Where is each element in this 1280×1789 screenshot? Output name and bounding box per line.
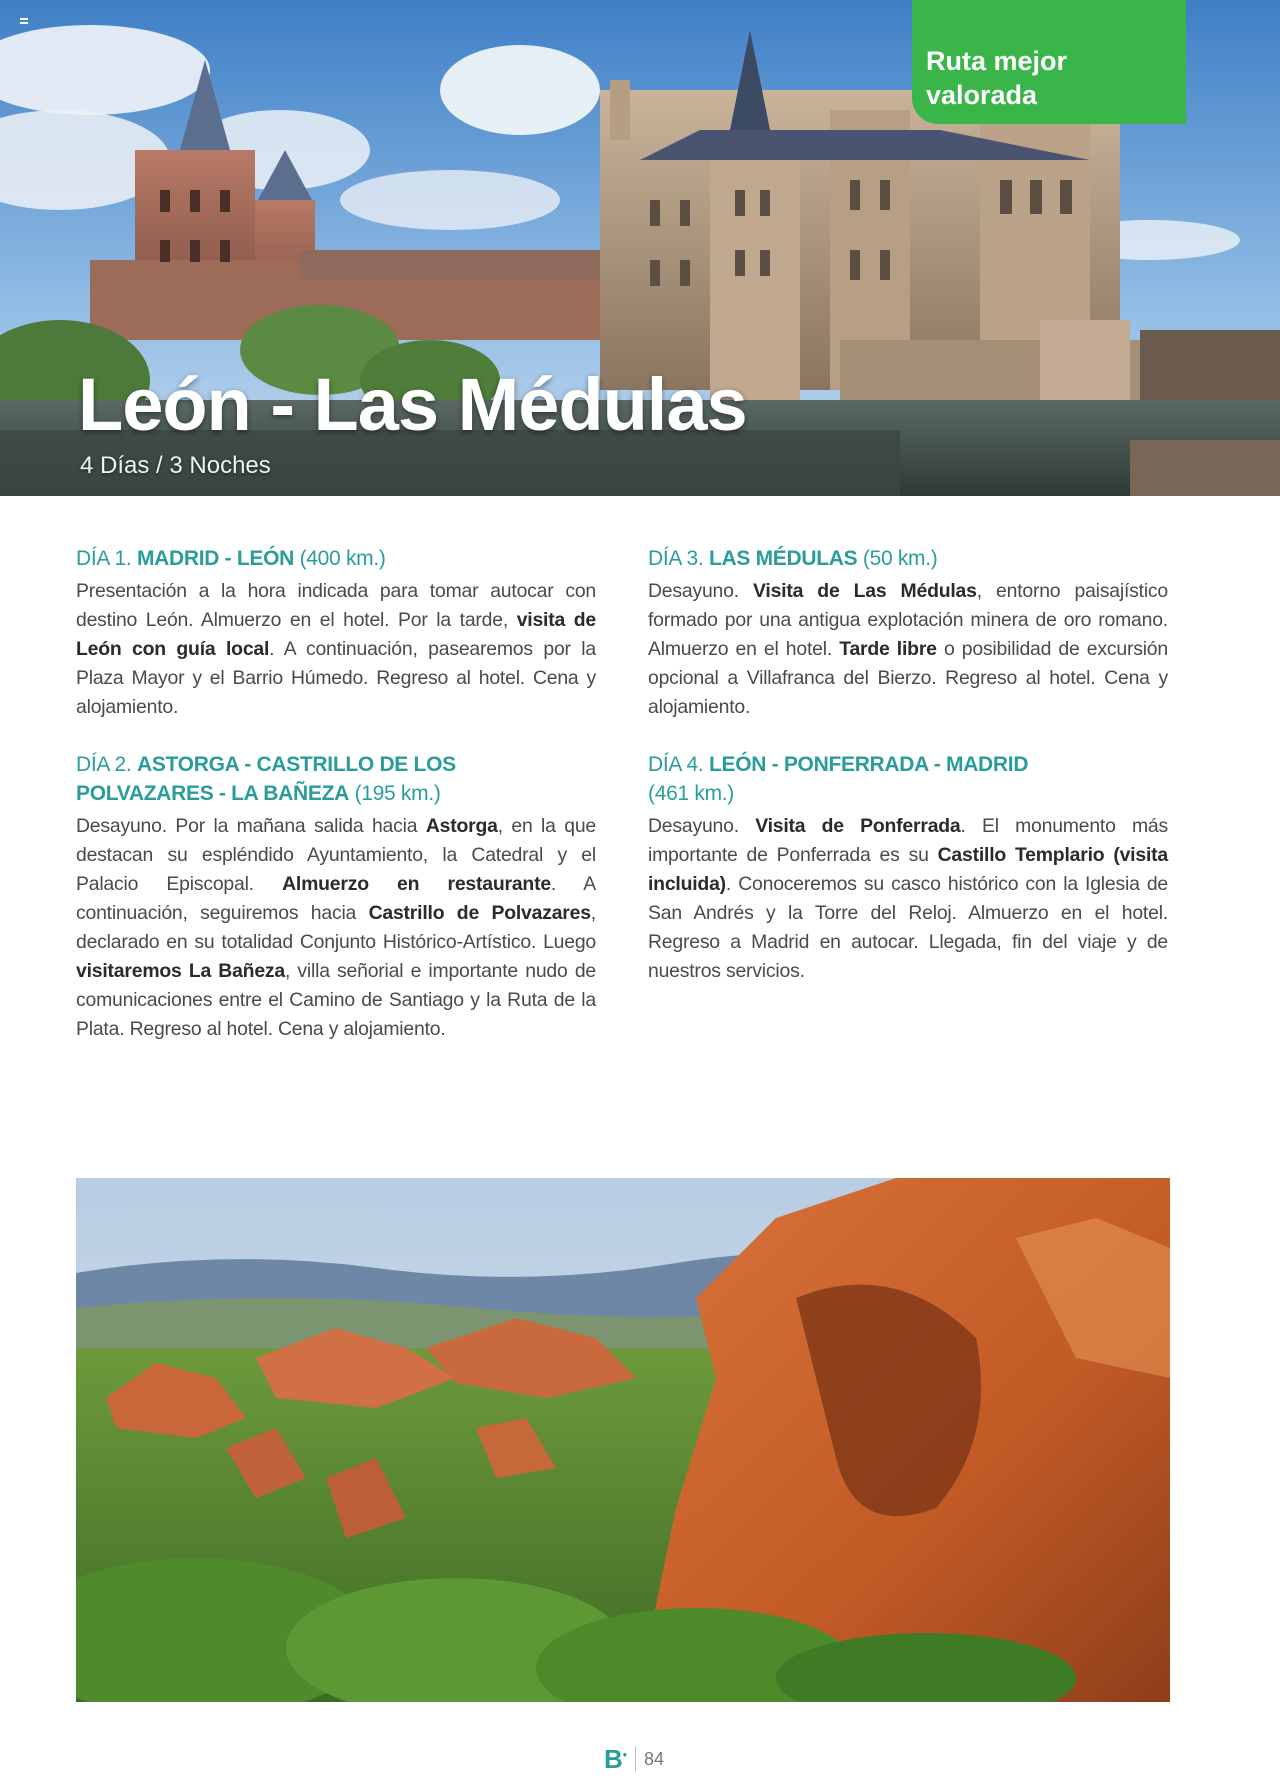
- badge-line-2: valorada: [926, 80, 1038, 110]
- body-text: o posibilidad de excursión opcional a Villafranca del Bierzo. Regreso al hotel. Cena y alojamiento.: [648, 638, 1168, 718]
- day-number: DÍA 3.: [648, 547, 704, 570]
- highlight-text: Castrillo de Polvazares: [368, 902, 591, 924]
- duration-subtitle: 4 Días / 3 Noches: [80, 452, 271, 479]
- brand-logo: B•: [604, 1743, 627, 1774]
- body-text: Desayuno.: [648, 815, 756, 837]
- hero-banner: [0, 0, 1280, 496]
- day-distance: (195 km.): [354, 782, 441, 805]
- highlight-text: Astorga: [425, 815, 498, 837]
- day-description: [76, 577, 596, 722]
- highlight-text: Tarde libre: [839, 638, 937, 660]
- day-heading: [648, 750, 1168, 808]
- day-heading: [76, 544, 596, 573]
- page-footer: [604, 1742, 664, 1776]
- day-4: [648, 750, 1168, 986]
- body-text: Desayuno. Por la mañana salida hacia: [76, 815, 426, 837]
- badge-line-1: Ruta mejor: [926, 46, 1068, 76]
- day-number: DÍA 2.: [76, 753, 132, 776]
- body-text: . A continuación, seguiremos hacia: [76, 873, 596, 924]
- landscape-illustration: [76, 1178, 1170, 1702]
- highlight-text: Castillo Templario (visita incluida): [648, 844, 1168, 895]
- best-rated-badge: [912, 0, 1186, 124]
- day-route: MADRID - LEÓN: [136, 547, 295, 570]
- day-distance: (400 km.): [299, 547, 386, 570]
- photo-las-medulas: [76, 1178, 1170, 1702]
- body-text: . El monumento más importante de Ponferrada es su: [648, 815, 1168, 866]
- highlight-text: Almuerzo en restaurante: [282, 873, 551, 895]
- day-distance: (461 km.): [648, 782, 734, 805]
- highlight-text: visitaremos La Bañeza: [76, 960, 285, 982]
- body-text: . A continuación, pasearemos por la Plaza Mayor y el Barrio Húmedo. Regreso al hotel. Cena y alojamiento.: [76, 638, 596, 718]
- body-text: , declarado en su totalidad Conjunto Histórico-Artístico. Luego: [76, 902, 596, 953]
- day-route: LEÓN - PONFERRADA - MADRID: [708, 753, 1029, 776]
- day-route: ASTORGA - CASTRILLO DE LOS POLVAZARES - LA BAÑEZA: [76, 753, 456, 805]
- page-title: León - Las Médulas: [78, 363, 747, 446]
- body-text: , en la que destacan su espléndido Ayuntamiento, la Catedral y el Palacio Episcopal.: [76, 815, 596, 895]
- highlight-text: Visita de Ponferrada: [755, 815, 961, 837]
- body-text: , entorno paisajístico formado por una antigua explotación minera de oro romano. Almuerzo en el hotel.: [648, 580, 1169, 660]
- page-number: 84: [643, 1748, 665, 1769]
- highlight-text: Visita de Las Médulas: [753, 580, 977, 602]
- day-distance: (50 km.): [862, 547, 938, 570]
- itinerary-column-right: [648, 544, 1168, 1014]
- body-text: , villa señorial e importante nudo de comunicaciones entre el Camino de Santiago y la Ruta de la Plata. Regreso al hotel. Cena y alojamiento.: [76, 960, 596, 1040]
- day-heading: [76, 750, 596, 808]
- itinerary-column-left: [76, 544, 596, 1072]
- day-3: [648, 544, 1168, 722]
- day-heading: [648, 544, 1168, 573]
- day-description: [648, 812, 1168, 986]
- body-text: . Conoceremos su casco histórico con la Iglesia de San Andrés y la Torre del Reloj. Almuerzo en el hotel. Regreso a Madrid en autocar. Llegada, fin del viaje y de nuestros servicios.: [648, 873, 1168, 982]
- body-text: Desayuno.: [648, 580, 754, 602]
- menu-icon: [20, 18, 28, 24]
- day-2: [76, 750, 596, 1044]
- day-description: [648, 577, 1168, 722]
- day-1: [76, 544, 596, 722]
- footer-divider: [635, 1747, 636, 1771]
- day-number: DÍA 1.: [76, 547, 132, 570]
- day-route: LAS MÉDULAS: [708, 547, 858, 570]
- day-description: [76, 812, 596, 1044]
- day-number: DÍA 4.: [648, 753, 704, 776]
- highlight-text: visita de León con guía local: [76, 609, 596, 660]
- body-text: Presentación a la hora indicada para tomar autocar con destino León. Almuerzo en el hotel. Por la tarde,: [76, 580, 596, 631]
